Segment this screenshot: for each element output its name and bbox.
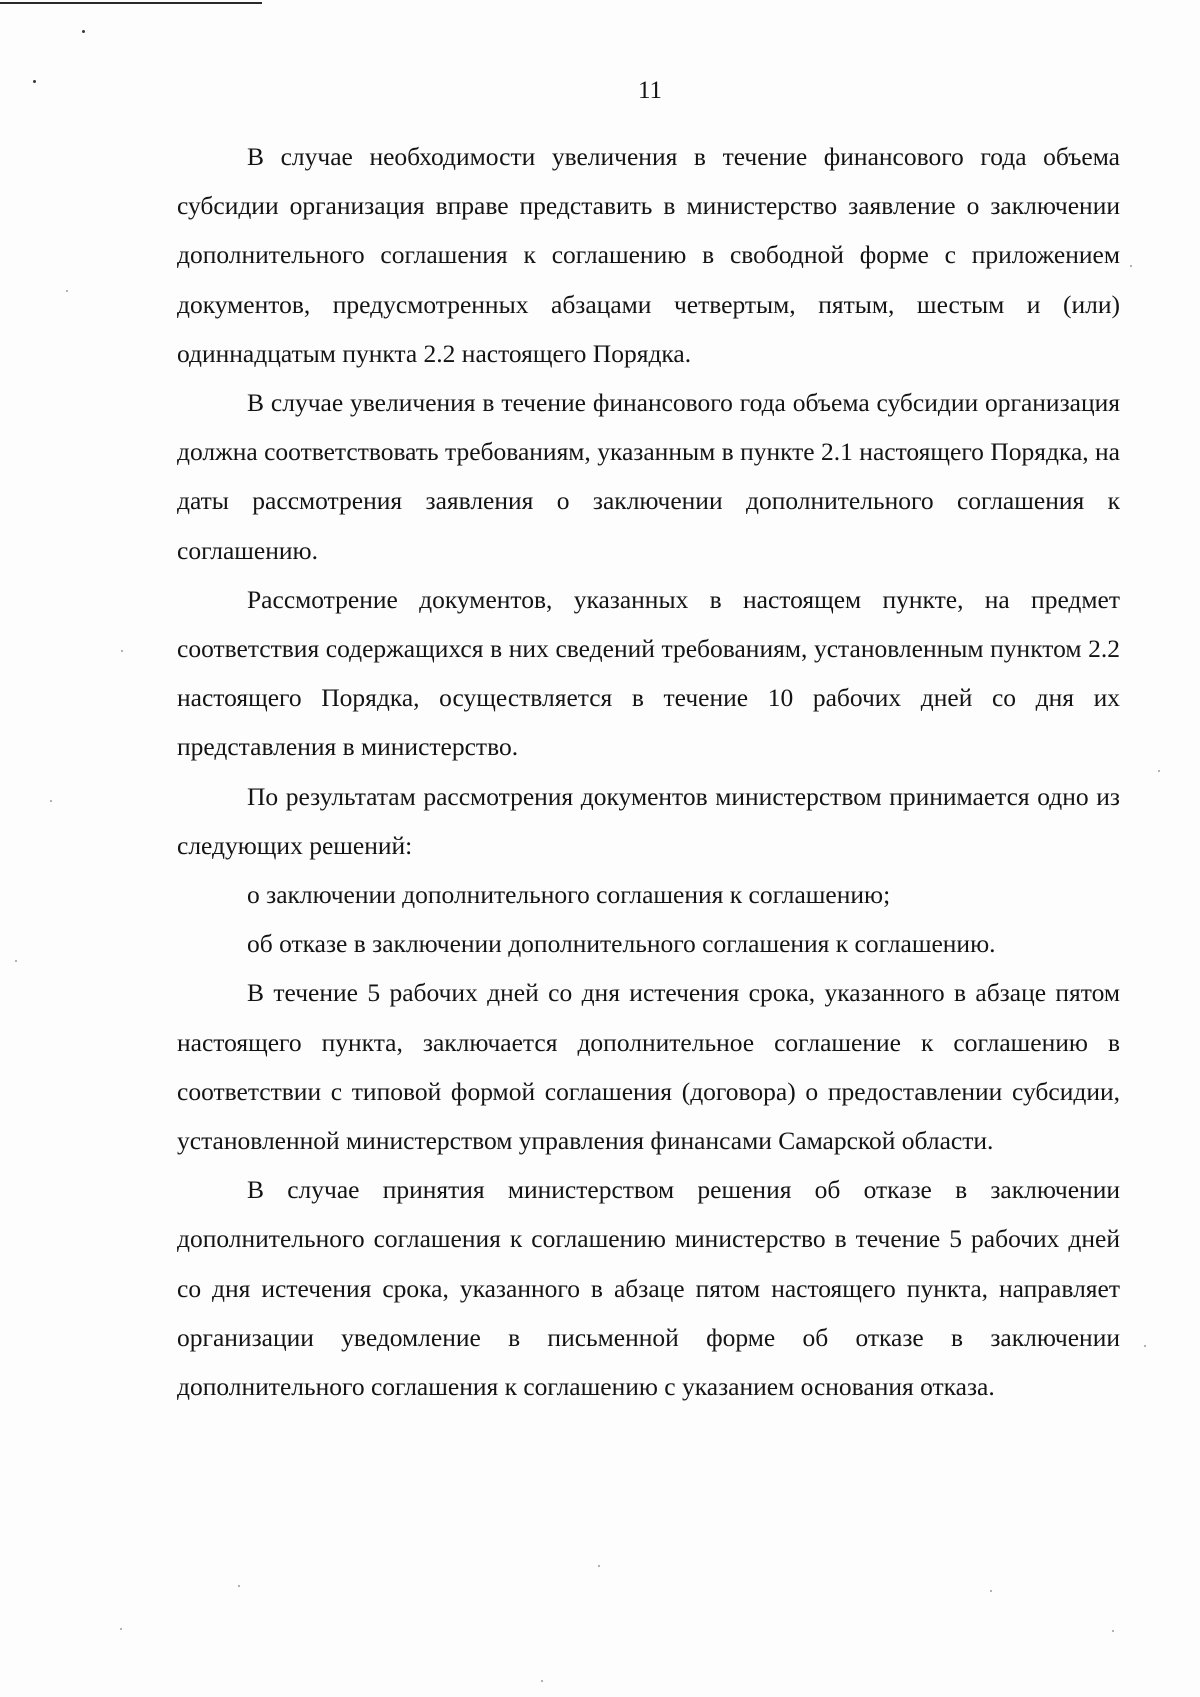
list-item: о заключении дополнительного соглашения к соглашению; [247, 880, 891, 910]
scan-edge-line [0, 2, 262, 4]
scan-speck [1112, 1630, 1114, 1632]
paragraph: В случае увеличения в течение финансового года объема субсидии организация должна соответствовать требованиям, указанным в пункте 2.1 настоящего Порядка, на даты рассмотрения заявления о заключении дополнительного соглашения к соглашению. [177, 388, 1120, 565]
scan-speck [238, 1585, 240, 1587]
page-number: 11 [637, 77, 663, 104]
scan-speck [121, 650, 123, 652]
scan-speck [541, 1680, 543, 1682]
paragraph: В случае принятия министерством решения об отказе в заключении дополнительного соглашения к соглашению министерство в течение 5 рабочих дней со дня истечения срока, указанного в абзаце пятом настоящего пункта, направляет организации уведомление в письменной форме об отказе в заключении дополнительного соглашения к соглашению с указанием основания отказа. [177, 1175, 1120, 1402]
scan-speck [15, 960, 17, 962]
scan-speck [50, 800, 52, 802]
paragraph: По результатам рассмотрения документов министерством принимается одно из следующих решений: [177, 781, 1120, 860]
scan-speck [1130, 265, 1132, 267]
scan-speck [120, 1628, 122, 1630]
list-item: об отказе в заключении дополнительного соглашения к соглашению. [247, 929, 996, 959]
scan-speck [66, 290, 68, 292]
scan-speck [82, 30, 85, 33]
scan-speck [1144, 1345, 1146, 1347]
document-body [177, 132, 1120, 1411]
scan-speck [1158, 770, 1160, 772]
paragraph: В случае необходимости увеличения в течение финансового года объема субсидии организация вправе представить в министерство заявление о заключении дополнительного соглашения к соглашению в свободной форме с приложением документов, предусмотренных абзацами четвертым, пятым, шестым и (или) одиннадцатым пункта 2.2 настоящего Порядка. [177, 142, 1120, 368]
scan-speck [598, 1565, 600, 1567]
paragraph: В течение 5 рабочих дней со дня истечения срока, указанного в абзаце пятом настоящего пункта, заключается дополнительное соглашение к соглашению в соответствии с типовой формой соглашения (договора) о предоставлении субсидии, установленной министерством управления финансами Самарской области. [177, 978, 1120, 1156]
scan-speck [990, 1590, 992, 1592]
paragraph: Рассмотрение документов, указанных в настоящем пункте, на предмет соответствия содержащихся в них сведений требованиям, установленным пунктом 2.2 настоящего Порядка, осуществляется в течение 10 рабочих дней со дня их представления в министерство. [177, 584, 1120, 762]
